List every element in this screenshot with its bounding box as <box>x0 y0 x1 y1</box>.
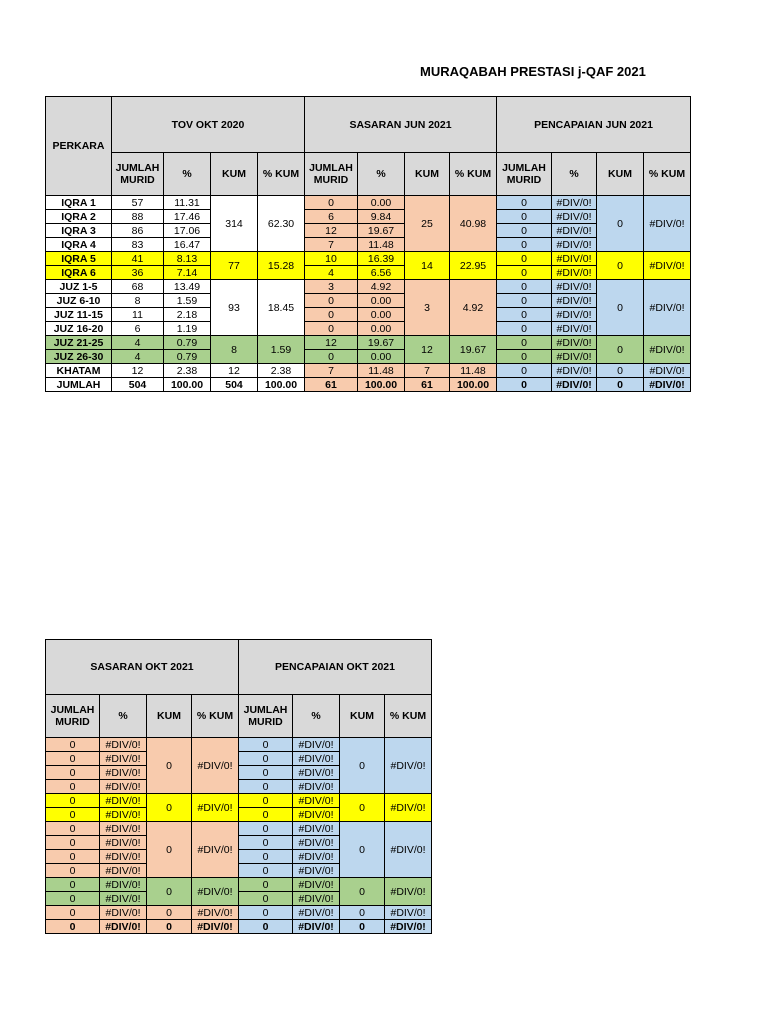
subheader: % <box>358 153 405 196</box>
row-label: IQRA 5 <box>46 252 112 266</box>
pen-jumlah-murid: 0 <box>497 266 552 280</box>
pencapaian-jumlah-murid: 0 <box>239 850 293 864</box>
pen-percent: #DIV/0! <box>552 294 597 308</box>
sasaran-percent: #DIV/0! <box>100 808 147 822</box>
group-header: SASARAN JUN 2021 <box>305 97 497 153</box>
sasaran-percent: #DIV/0! <box>100 780 147 794</box>
total-value: #DIV/0! <box>100 920 147 934</box>
sas-percent: 0.00 <box>358 196 405 210</box>
tov-percent: 0.79 <box>164 336 211 350</box>
pen-jumlah-murid: 0 <box>497 280 552 294</box>
khatam-value: #DIV/0! <box>385 906 432 920</box>
sas-percent-kum: 19.67 <box>450 336 497 364</box>
sasaran-percent: #DIV/0! <box>100 766 147 780</box>
row-label: IQRA 2 <box>46 210 112 224</box>
tov-jumlah-murid: 57 <box>112 196 164 210</box>
pencapaian-percent: #DIV/0! <box>293 892 340 906</box>
table-row <box>46 322 691 336</box>
pen-percent: #DIV/0! <box>552 336 597 350</box>
pencapaian-jumlah-murid: 0 <box>239 738 293 752</box>
khatam-value: 0 <box>239 906 293 920</box>
pencapaian-jumlah-murid: 0 <box>239 766 293 780</box>
header-perkara: PERKARA <box>46 97 112 196</box>
pencapaian-jumlah-murid: 0 <box>239 794 293 808</box>
sasaran-jumlah-murid: 0 <box>46 808 100 822</box>
subheader: KUM <box>147 695 192 738</box>
sasaran-jumlah-murid: 0 <box>46 780 100 794</box>
subheader: % KUM <box>644 153 691 196</box>
sas-jumlah-murid: 12 <box>305 336 358 350</box>
tov-total-value: 504 <box>211 378 258 392</box>
khatam-value: 0 <box>147 906 192 920</box>
total-value: 0 <box>340 920 385 934</box>
sasaran-percent: #DIV/0! <box>100 892 147 906</box>
tov-jumlah-murid: 11 <box>112 308 164 322</box>
row-label: JUMLAH <box>46 378 112 392</box>
row-label: IQRA 6 <box>46 266 112 280</box>
subheader: KUM <box>340 695 385 738</box>
table-row <box>46 266 691 280</box>
sas-percent-kum: 4.92 <box>450 280 497 336</box>
pen-percent: #DIV/0! <box>552 252 597 266</box>
pen-khatam-value: #DIV/0! <box>644 364 691 378</box>
pen-khatam-value: #DIV/0! <box>552 364 597 378</box>
tov-kum: 8 <box>211 336 258 364</box>
pen-percent: #DIV/0! <box>552 224 597 238</box>
tov-jumlah-murid: 88 <box>112 210 164 224</box>
pen-percent-kum: #DIV/0! <box>644 252 691 280</box>
sas-total-value: 61 <box>305 378 358 392</box>
sas-khatam-value: 7 <box>405 364 450 378</box>
table-row-khatam <box>46 906 432 920</box>
pencapaian-kum: 0 <box>340 738 385 794</box>
sas-percent: 4.92 <box>358 280 405 294</box>
table-row <box>46 280 691 294</box>
pen-percent: #DIV/0! <box>552 196 597 210</box>
tov-kum: 314 <box>211 196 258 252</box>
sasaran-percent-kum: #DIV/0! <box>192 794 239 822</box>
table-row <box>46 822 432 836</box>
sas-jumlah-murid: 0 <box>305 322 358 336</box>
khatam-value: #DIV/0! <box>293 906 340 920</box>
pen-percent: #DIV/0! <box>552 350 597 364</box>
sasaran-percent: #DIV/0! <box>100 836 147 850</box>
sas-khatam-value: 11.48 <box>358 364 405 378</box>
subheader: % KUM <box>192 695 239 738</box>
row-label: KHATAM <box>46 364 112 378</box>
table-row-khatam <box>46 364 691 378</box>
tov-percent-kum: 15.28 <box>258 252 305 280</box>
sas-kum: 12 <box>405 336 450 364</box>
pen-kum: 0 <box>597 280 644 336</box>
pen-jumlah-murid: 0 <box>497 308 552 322</box>
tov-percent: 13.49 <box>164 280 211 294</box>
tov-total-value: 100.00 <box>258 378 305 392</box>
pen-jumlah-murid: 0 <box>497 322 552 336</box>
subheader: JUMLAH MURID <box>112 153 164 196</box>
pen-khatam-value: 0 <box>497 364 552 378</box>
sas-percent: 19.67 <box>358 224 405 238</box>
sas-percent: 19.67 <box>358 336 405 350</box>
table-row <box>46 878 432 892</box>
sas-jumlah-murid: 0 <box>305 196 358 210</box>
pencapaian-percent: #DIV/0! <box>293 794 340 808</box>
pen-kum: 0 <box>597 252 644 280</box>
pencapaian-percent: #DIV/0! <box>293 808 340 822</box>
sas-jumlah-murid: 12 <box>305 224 358 238</box>
sas-percent-kum: 22.95 <box>450 252 497 280</box>
row-label: IQRA 3 <box>46 224 112 238</box>
sas-percent: 9.84 <box>358 210 405 224</box>
tov-percent: 7.14 <box>164 266 211 280</box>
table-row <box>46 350 691 364</box>
sasaran-percent: #DIV/0! <box>100 878 147 892</box>
sas-kum: 25 <box>405 196 450 252</box>
table-row <box>46 196 691 210</box>
subheader: % KUM <box>258 153 305 196</box>
pencapaian-jumlah-murid: 0 <box>239 836 293 850</box>
row-label: JUZ 21-25 <box>46 336 112 350</box>
group-header: PENCAPAIAN OKT 2021 <box>239 640 432 695</box>
pen-jumlah-murid: 0 <box>497 252 552 266</box>
pen-jumlah-murid: 0 <box>497 224 552 238</box>
tov-khatam-value: 2.38 <box>164 364 211 378</box>
sas-percent-kum: 40.98 <box>450 196 497 252</box>
sasaran-kum: 0 <box>147 794 192 822</box>
pencapaian-kum: 0 <box>340 878 385 906</box>
sas-percent: 0.00 <box>358 350 405 364</box>
tov-khatam-value: 12 <box>112 364 164 378</box>
subheader: % KUM <box>450 153 497 196</box>
sasaran-kum: 0 <box>147 878 192 906</box>
subheader: % <box>293 695 340 738</box>
table-row <box>46 238 691 252</box>
sas-percent: 6.56 <box>358 266 405 280</box>
tov-percent: 0.79 <box>164 350 211 364</box>
sas-jumlah-murid: 6 <box>305 210 358 224</box>
performance-table-okt-2021 <box>45 639 432 934</box>
tov-khatam-value: 2.38 <box>258 364 305 378</box>
sas-jumlah-murid: 3 <box>305 280 358 294</box>
page-title: MURAQABAH PRESTASI j-QAF 2021 <box>420 64 646 79</box>
pencapaian-jumlah-murid: 0 <box>239 892 293 906</box>
tov-jumlah-murid: 8 <box>112 294 164 308</box>
subheader: JUMLAH MURID <box>239 695 293 738</box>
row-label: JUZ 11-15 <box>46 308 112 322</box>
group-header: PENCAPAIAN JUN 2021 <box>497 97 691 153</box>
pencapaian-jumlah-murid: 0 <box>239 808 293 822</box>
sas-percent: 0.00 <box>358 308 405 322</box>
tov-percent: 17.06 <box>164 224 211 238</box>
khatam-value: #DIV/0! <box>100 906 147 920</box>
sas-percent: 11.48 <box>358 238 405 252</box>
total-value: #DIV/0! <box>192 920 239 934</box>
sas-jumlah-murid: 0 <box>305 308 358 322</box>
pencapaian-percent: #DIV/0! <box>293 836 340 850</box>
row-label: IQRA 1 <box>46 196 112 210</box>
sas-percent: 16.39 <box>358 252 405 266</box>
pencapaian-jumlah-murid: 0 <box>239 878 293 892</box>
pen-jumlah-murid: 0 <box>497 210 552 224</box>
sasaran-jumlah-murid: 0 <box>46 892 100 906</box>
khatam-value: 0 <box>340 906 385 920</box>
tov-percent: 1.59 <box>164 294 211 308</box>
tov-jumlah-murid: 41 <box>112 252 164 266</box>
group-header: TOV OKT 2020 <box>112 97 305 153</box>
table-row <box>46 794 432 808</box>
row-label: JUZ 6-10 <box>46 294 112 308</box>
tov-khatam-value: 12 <box>211 364 258 378</box>
subheader: JUMLAH MURID <box>497 153 552 196</box>
pen-percent: #DIV/0! <box>552 210 597 224</box>
pencapaian-percent: #DIV/0! <box>293 766 340 780</box>
pencapaian-jumlah-murid: 0 <box>239 864 293 878</box>
tov-total-value: 100.00 <box>164 378 211 392</box>
tov-total-value: 504 <box>112 378 164 392</box>
pen-jumlah-murid: 0 <box>497 294 552 308</box>
sasaran-jumlah-murid: 0 <box>46 794 100 808</box>
table-row <box>46 210 691 224</box>
pen-total-value: #DIV/0! <box>644 378 691 392</box>
tov-percent: 16.47 <box>164 238 211 252</box>
sas-khatam-value: 7 <box>305 364 358 378</box>
row-label: JUZ 1-5 <box>46 280 112 294</box>
sasaran-percent: #DIV/0! <box>100 864 147 878</box>
pencapaian-percent-kum: #DIV/0! <box>385 878 432 906</box>
pen-jumlah-murid: 0 <box>497 196 552 210</box>
sas-jumlah-murid: 0 <box>305 350 358 364</box>
pen-jumlah-murid: 0 <box>497 238 552 252</box>
sasaran-percent: #DIV/0! <box>100 752 147 766</box>
subheader: KUM <box>211 153 258 196</box>
pencapaian-percent: #DIV/0! <box>293 822 340 836</box>
sasaran-jumlah-murid: 0 <box>46 738 100 752</box>
pencapaian-percent: #DIV/0! <box>293 864 340 878</box>
sas-kum: 14 <box>405 252 450 280</box>
group-header: SASARAN OKT 2021 <box>46 640 239 695</box>
pencapaian-jumlah-murid: 0 <box>239 780 293 794</box>
table-row <box>46 224 691 238</box>
pencapaian-percent: #DIV/0! <box>293 752 340 766</box>
sasaran-kum: 0 <box>147 822 192 878</box>
sasaran-percent: #DIV/0! <box>100 850 147 864</box>
tov-jumlah-murid: 4 <box>112 350 164 364</box>
tov-jumlah-murid: 4 <box>112 336 164 350</box>
tov-jumlah-murid: 36 <box>112 266 164 280</box>
sas-percent: 0.00 <box>358 322 405 336</box>
sasaran-jumlah-murid: 0 <box>46 752 100 766</box>
pencapaian-jumlah-murid: 0 <box>239 822 293 836</box>
pen-kum: 0 <box>597 336 644 364</box>
tov-kum: 77 <box>211 252 258 280</box>
sas-khatam-value: 11.48 <box>450 364 497 378</box>
table-row <box>46 252 691 266</box>
tov-percent-kum: 18.45 <box>258 280 305 336</box>
pen-percent: #DIV/0! <box>552 322 597 336</box>
pencapaian-kum: 0 <box>340 794 385 822</box>
pen-jumlah-murid: 0 <box>497 350 552 364</box>
pencapaian-percent: #DIV/0! <box>293 878 340 892</box>
table-row <box>46 308 691 322</box>
sas-total-value: 100.00 <box>450 378 497 392</box>
sasaran-percent: #DIV/0! <box>100 794 147 808</box>
sasaran-percent: #DIV/0! <box>100 738 147 752</box>
sasaran-jumlah-murid: 0 <box>46 822 100 836</box>
sas-kum: 3 <box>405 280 450 336</box>
sasaran-jumlah-murid: 0 <box>46 766 100 780</box>
sasaran-percent: #DIV/0! <box>100 822 147 836</box>
subheader: % <box>552 153 597 196</box>
khatam-value: #DIV/0! <box>192 906 239 920</box>
pen-total-value: #DIV/0! <box>552 378 597 392</box>
sas-jumlah-murid: 0 <box>305 294 358 308</box>
tov-percent: 11.31 <box>164 196 211 210</box>
sasaran-jumlah-murid: 0 <box>46 836 100 850</box>
sasaran-percent-kum: #DIV/0! <box>192 878 239 906</box>
tov-percent: 17.46 <box>164 210 211 224</box>
subheader: JUMLAH MURID <box>305 153 358 196</box>
pencapaian-percent-kum: #DIV/0! <box>385 738 432 794</box>
tov-jumlah-murid: 6 <box>112 322 164 336</box>
subheader: % KUM <box>385 695 432 738</box>
pen-percent: #DIV/0! <box>552 238 597 252</box>
tov-percent-kum: 1.59 <box>258 336 305 364</box>
pen-jumlah-murid: 0 <box>497 336 552 350</box>
pencapaian-percent: #DIV/0! <box>293 850 340 864</box>
tov-kum: 93 <box>211 280 258 336</box>
row-label: JUZ 26-30 <box>46 350 112 364</box>
tov-jumlah-murid: 68 <box>112 280 164 294</box>
subheader: JUMLAH MURID <box>46 695 100 738</box>
subheader: % <box>100 695 147 738</box>
sasaran-kum: 0 <box>147 738 192 794</box>
total-value: 0 <box>147 920 192 934</box>
sas-total-value: 61 <box>405 378 450 392</box>
total-value: 0 <box>46 920 100 934</box>
sasaran-jumlah-murid: 0 <box>46 878 100 892</box>
sasaran-jumlah-murid: 0 <box>46 850 100 864</box>
sas-jumlah-murid: 4 <box>305 266 358 280</box>
total-value: #DIV/0! <box>293 920 340 934</box>
tov-jumlah-murid: 86 <box>112 224 164 238</box>
table-row <box>46 294 691 308</box>
sas-jumlah-murid: 10 <box>305 252 358 266</box>
pen-percent: #DIV/0! <box>552 280 597 294</box>
tov-percent: 8.13 <box>164 252 211 266</box>
total-value: 0 <box>239 920 293 934</box>
pen-percent-kum: #DIV/0! <box>644 196 691 252</box>
pencapaian-percent: #DIV/0! <box>293 780 340 794</box>
khatam-value: 0 <box>46 906 100 920</box>
pen-khatam-value: 0 <box>597 364 644 378</box>
performance-table-2020-2021 <box>45 96 691 392</box>
table-row <box>46 336 691 350</box>
row-label: IQRA 4 <box>46 238 112 252</box>
subheader: % <box>164 153 211 196</box>
sasaran-percent-kum: #DIV/0! <box>192 738 239 794</box>
pencapaian-percent-kum: #DIV/0! <box>385 794 432 822</box>
sasaran-jumlah-murid: 0 <box>46 864 100 878</box>
total-value: #DIV/0! <box>385 920 432 934</box>
sas-jumlah-murid: 7 <box>305 238 358 252</box>
subheader: KUM <box>405 153 450 196</box>
tov-percent-kum: 62.30 <box>258 196 305 252</box>
row-label: JUZ 16-20 <box>46 322 112 336</box>
table-row <box>46 738 432 752</box>
pen-percent: #DIV/0! <box>552 308 597 322</box>
sas-percent: 0.00 <box>358 294 405 308</box>
sas-total-value: 100.00 <box>358 378 405 392</box>
pen-percent: #DIV/0! <box>552 266 597 280</box>
pen-total-value: 0 <box>497 378 552 392</box>
pencapaian-percent: #DIV/0! <box>293 738 340 752</box>
pencapaian-percent-kum: #DIV/0! <box>385 822 432 878</box>
sasaran-percent-kum: #DIV/0! <box>192 822 239 878</box>
pen-kum: 0 <box>597 196 644 252</box>
pen-percent-kum: #DIV/0! <box>644 280 691 336</box>
pencapaian-jumlah-murid: 0 <box>239 752 293 766</box>
tov-percent: 2.18 <box>164 308 211 322</box>
pen-percent-kum: #DIV/0! <box>644 336 691 364</box>
table-row-jumlah <box>46 378 691 392</box>
tov-jumlah-murid: 83 <box>112 238 164 252</box>
subheader: KUM <box>597 153 644 196</box>
tov-percent: 1.19 <box>164 322 211 336</box>
pencapaian-kum: 0 <box>340 822 385 878</box>
pen-total-value: 0 <box>597 378 644 392</box>
table-row-jumlah <box>46 920 432 934</box>
